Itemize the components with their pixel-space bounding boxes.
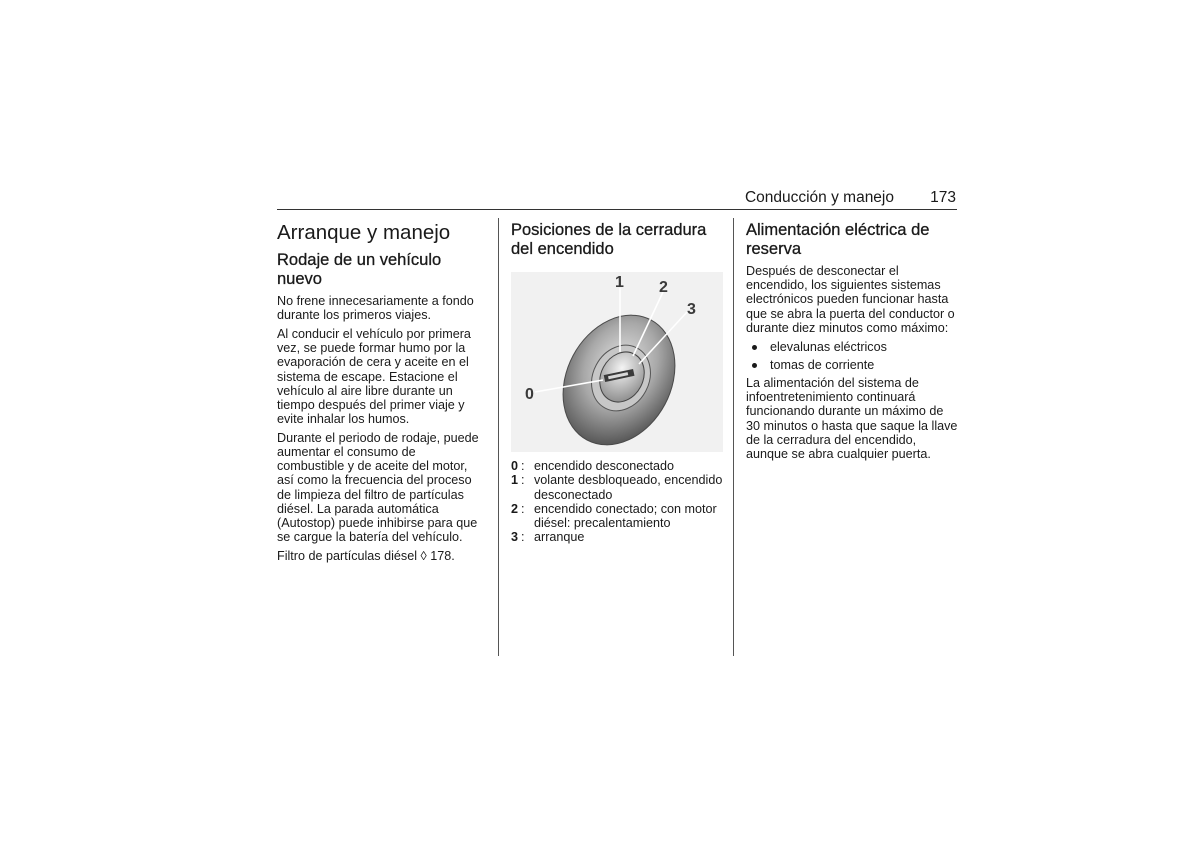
page-header xyxy=(277,187,957,210)
position-label-3: 3 xyxy=(687,301,696,318)
column-ignition xyxy=(511,218,725,544)
figure-legend xyxy=(511,459,725,544)
bullet-list xyxy=(746,340,958,372)
legend-item: 0 : encendido desconectado xyxy=(511,459,675,474)
position-label-1: 1 xyxy=(615,274,624,291)
paragraph: No frene innecesariamente a fondo durante los primeros viajes. xyxy=(277,294,474,323)
position-label-2: 2 xyxy=(659,279,668,296)
column-reserve-power xyxy=(746,218,958,466)
chapter-heading: Arranque y manejo xyxy=(277,221,451,244)
legend-item: 1 : volante desbloqueado, encendido desconectado xyxy=(511,473,723,502)
column-startup xyxy=(277,218,483,568)
paragraph: Durante el periodo de rodaje, puede aumentar el consumo de combustible y de aceite del motor, así como la frecuencia del proceso de limpieza del filtro de partículas diésel. La parada automática (Autostop) puede inhibirse para que se cargue la batería del vehículo. xyxy=(277,430,479,545)
ignition-lock-illustration xyxy=(511,272,723,452)
column-divider xyxy=(733,218,734,656)
legend-item: 3 : arranque xyxy=(511,530,585,545)
section-heading-ignition: Posiciones de la cerradura del encendido xyxy=(511,221,707,258)
page-number: 173 xyxy=(930,189,956,206)
list-item: elevalunas eléctricos xyxy=(746,340,958,354)
paragraph: La alimentación del sistema de infoentretenimiento continuará funcionando durante un máximo de 30 minutos o hasta que saque la llave de la cerradura del encendido, aunque se abra cualquier puerta. xyxy=(746,375,958,461)
section-title: Conducción y manejo xyxy=(744,189,894,206)
list-item: tomas de corriente xyxy=(746,358,958,372)
cross-reference: Filtro de partículas diésel ◊ 178. xyxy=(277,548,455,563)
paragraph: Después de desconectar el encendido, los siguientes sistemas electrónicos pueden funcionar hasta que se abra la puerta del conductor o durante diez minutos como máximo: xyxy=(746,264,955,335)
position-label-0: 0 xyxy=(525,386,534,403)
section-heading-break-in: Rodaje de un vehículo nuevo xyxy=(277,251,442,288)
legend-item: 2 : encendido conectado; con motor diésel: precalentamiento xyxy=(511,501,717,531)
paragraph: Al conducir el vehículo por primera vez, se puede formar humo por la evaporación de cera y aceite en el sistema de escape. Estacione el vehículo al aire libre durante un tiempo después del primer viaje y evite inhalar los humos. xyxy=(277,326,471,427)
column-divider xyxy=(498,218,499,656)
section-heading-reserve-power: Alimentación eléctrica de reserva xyxy=(746,221,930,258)
